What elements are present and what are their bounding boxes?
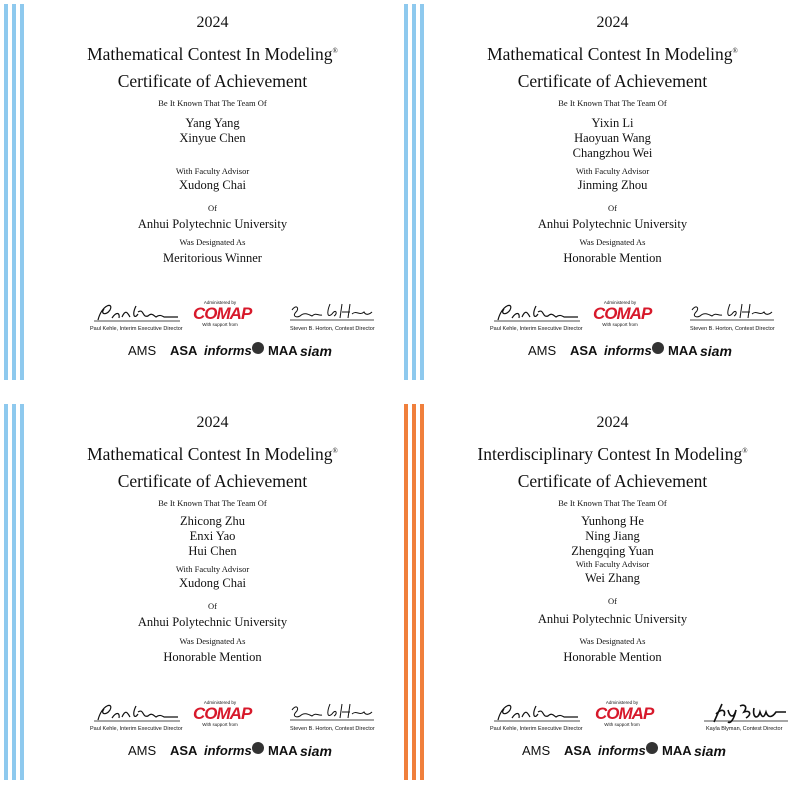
comap-badge — [193, 300, 252, 327]
registered-mark: ® — [332, 447, 338, 455]
certificate-year: 2024 — [596, 14, 629, 31]
signature-steven-horton — [286, 300, 376, 324]
decorative-stripes — [404, 4, 426, 380]
stripe — [404, 4, 408, 380]
right-signature-caption: Steven B. Horton, Contest Director — [290, 326, 375, 332]
advisor-label: With Faculty Advisor — [175, 564, 250, 574]
team-label: Be It Known That The Team Of — [558, 98, 667, 108]
sponsor-logos — [128, 340, 348, 360]
team-members — [25, 116, 400, 146]
administered-by-label: Administered by — [603, 300, 637, 305]
ams-logo: AMS — [128, 343, 157, 358]
certificate-year: 2024 — [596, 414, 629, 431]
stripe — [20, 404, 24, 780]
designation: Meritorious Winner — [163, 251, 262, 265]
team-member-name: Haoyuan Wang — [574, 131, 651, 145]
of-label: Of — [208, 601, 217, 611]
siam-logo: siam — [694, 743, 726, 759]
decorative-stripes — [4, 4, 26, 380]
university-name: Anhui Polytechnic University — [137, 615, 288, 629]
comap-logo: COMAP — [193, 704, 252, 723]
decorative-stripes — [404, 404, 426, 780]
maa-logo: MAA — [668, 343, 698, 358]
left-signature-caption: Paul Kehle, Interim Executive Director — [490, 326, 583, 332]
certificate-1 — [0, 0, 400, 400]
certificate-heading — [425, 438, 800, 495]
maa-globe-icon — [652, 342, 664, 354]
advisor-label: With Faculty Advisor — [175, 166, 250, 176]
with-support-label: With support from — [602, 322, 638, 327]
certificate-title: Certificate of Achievement — [517, 470, 708, 491]
of-label: Of — [208, 203, 217, 213]
team-member-name: Xinyue Chen — [179, 131, 246, 145]
team-member-name: Yunhong He — [581, 514, 644, 528]
informs-logo: informs — [604, 343, 652, 358]
administered-by-label: Administered by — [605, 700, 639, 705]
designated-label: Was Designated As — [179, 237, 246, 247]
of-label: Of — [608, 203, 617, 213]
university-name: Anhui Polytechnic University — [537, 217, 688, 231]
informs-logo: informs — [204, 743, 252, 758]
right-signature-caption: Kayla Blyman, Contest Director — [706, 726, 783, 732]
stripe — [12, 404, 16, 780]
designated-label: Was Designated As — [179, 636, 246, 646]
signature-paul-kehle — [492, 700, 582, 724]
contest-name: Mathematical Contest In Modeling — [87, 443, 333, 464]
stripe — [420, 4, 424, 380]
right-signature-caption: Steven B. Horton, Contest Director — [290, 726, 375, 732]
signature-steven-horton — [686, 300, 776, 324]
with-support-label: With support from — [202, 722, 238, 727]
team-member-name: Enxi Yao — [189, 529, 236, 543]
contest-name: Mathematical Contest In Modeling — [487, 43, 733, 64]
asa-logo: ASA — [170, 743, 198, 758]
team-label: Be It Known That The Team Of — [158, 98, 267, 108]
certificate-title: Certificate of Achievement — [517, 70, 708, 91]
certificate-title: Certificate of Achievement — [117, 70, 308, 91]
designation: Honorable Mention — [563, 251, 662, 265]
advisor-name: Xudong Chai — [178, 576, 246, 590]
advisor-name: Jinming Zhou — [577, 178, 648, 192]
designated-label: Was Designated As — [579, 636, 646, 646]
certificate-year: 2024 — [196, 414, 229, 431]
asa-logo: ASA — [564, 743, 592, 758]
maa-logo: MAA — [268, 343, 298, 358]
advisor-label: With Faculty Advisor — [575, 166, 650, 176]
stripe — [4, 4, 8, 380]
university-name: Anhui Polytechnic University — [137, 217, 288, 231]
left-signature-caption: Paul Kehle, Interim Executive Director — [90, 326, 183, 332]
maa-logo: MAA — [662, 743, 692, 758]
contest-name: Mathematical Contest In Modeling — [87, 43, 333, 64]
signature-steven-horton — [286, 700, 376, 724]
sponsor-logos — [528, 340, 748, 360]
contest-name: Interdisciplinary Contest In Modeling — [477, 443, 743, 464]
sponsor-logos — [128, 740, 348, 760]
ams-logo: AMS — [128, 743, 157, 758]
asa-logo: ASA — [570, 343, 598, 358]
comap-badge — [593, 300, 652, 327]
team-member-name: Hui Chen — [188, 544, 237, 558]
administered-by-label: Administered by — [203, 700, 237, 705]
certificate-heading — [25, 38, 400, 95]
team-member-name: Ning Jiang — [585, 529, 640, 543]
team-member-name: Changzhou Wei — [572, 146, 653, 160]
team-member-name: Zhengqing Yuan — [571, 544, 654, 558]
team-member-name: Yang Yang — [185, 116, 240, 130]
stripe — [412, 404, 416, 780]
decorative-stripes — [4, 404, 26, 780]
team-member-name: Zhicong Zhu — [180, 514, 245, 528]
maa-globe-icon — [252, 742, 264, 754]
maa-globe-icon — [646, 742, 658, 754]
stripe — [412, 4, 416, 380]
administered-by-label: Administered by — [203, 300, 237, 305]
siam-logo: siam — [300, 743, 332, 759]
designation: Honorable Mention — [563, 650, 662, 664]
designation: Honorable Mention — [163, 650, 262, 664]
siam-logo: siam — [300, 343, 332, 359]
signature-paul-kehle — [492, 300, 582, 324]
stripe — [12, 4, 16, 380]
team-members — [425, 514, 800, 559]
comap-badge — [595, 700, 654, 727]
team-members — [25, 514, 400, 559]
signature-paul-kehle — [92, 700, 182, 724]
designated-label: Was Designated As — [579, 237, 646, 247]
ams-logo: AMS — [522, 743, 551, 758]
of-label: Of — [608, 596, 617, 606]
advisor-label: With Faculty Advisor — [575, 559, 650, 569]
certificate-year: 2024 — [196, 14, 229, 31]
maa-logo: MAA — [268, 743, 298, 758]
with-support-label: With support from — [604, 722, 640, 727]
signature-paul-kehle — [92, 300, 182, 324]
ams-logo: AMS — [528, 343, 557, 358]
informs-logo: informs — [598, 743, 646, 758]
informs-logo: informs — [204, 343, 252, 358]
with-support-label: With support from — [202, 322, 238, 327]
signature-kayla-blyman — [700, 700, 790, 724]
maa-globe-icon — [252, 342, 264, 354]
comap-badge — [193, 700, 252, 727]
stripe — [4, 404, 8, 780]
comap-logo: COMAP — [593, 304, 652, 323]
comap-logo: COMAP — [595, 704, 654, 723]
right-signature-caption: Steven B. Horton, Contest Director — [690, 326, 775, 332]
stripe — [404, 404, 408, 780]
certificate-2 — [400, 0, 800, 400]
asa-logo: ASA — [170, 343, 198, 358]
team-label: Be It Known That The Team Of — [558, 498, 667, 508]
siam-logo: siam — [700, 343, 732, 359]
sponsor-logos — [522, 740, 742, 760]
registered-mark: ® — [742, 447, 748, 455]
certificate-heading — [425, 38, 800, 95]
university-name: Anhui Polytechnic University — [537, 612, 688, 626]
left-signature-caption: Paul Kehle, Interim Executive Director — [90, 726, 183, 732]
stripe — [420, 404, 424, 780]
certificate-title: Certificate of Achievement — [117, 470, 308, 491]
stripe — [20, 4, 24, 380]
advisor-name: Wei Zhang — [585, 571, 640, 585]
advisor-name: Xudong Chai — [178, 178, 246, 192]
registered-mark: ® — [732, 47, 738, 55]
certificate-heading — [25, 438, 400, 495]
left-signature-caption: Paul Kehle, Interim Executive Director — [490, 726, 583, 732]
team-members — [425, 116, 800, 161]
certificate-4 — [400, 400, 800, 800]
registered-mark: ® — [332, 47, 338, 55]
comap-logo: COMAP — [193, 304, 252, 323]
team-member-name: Yixin Li — [591, 116, 634, 130]
certificate-3 — [0, 400, 400, 800]
team-label: Be It Known That The Team Of — [158, 498, 267, 508]
